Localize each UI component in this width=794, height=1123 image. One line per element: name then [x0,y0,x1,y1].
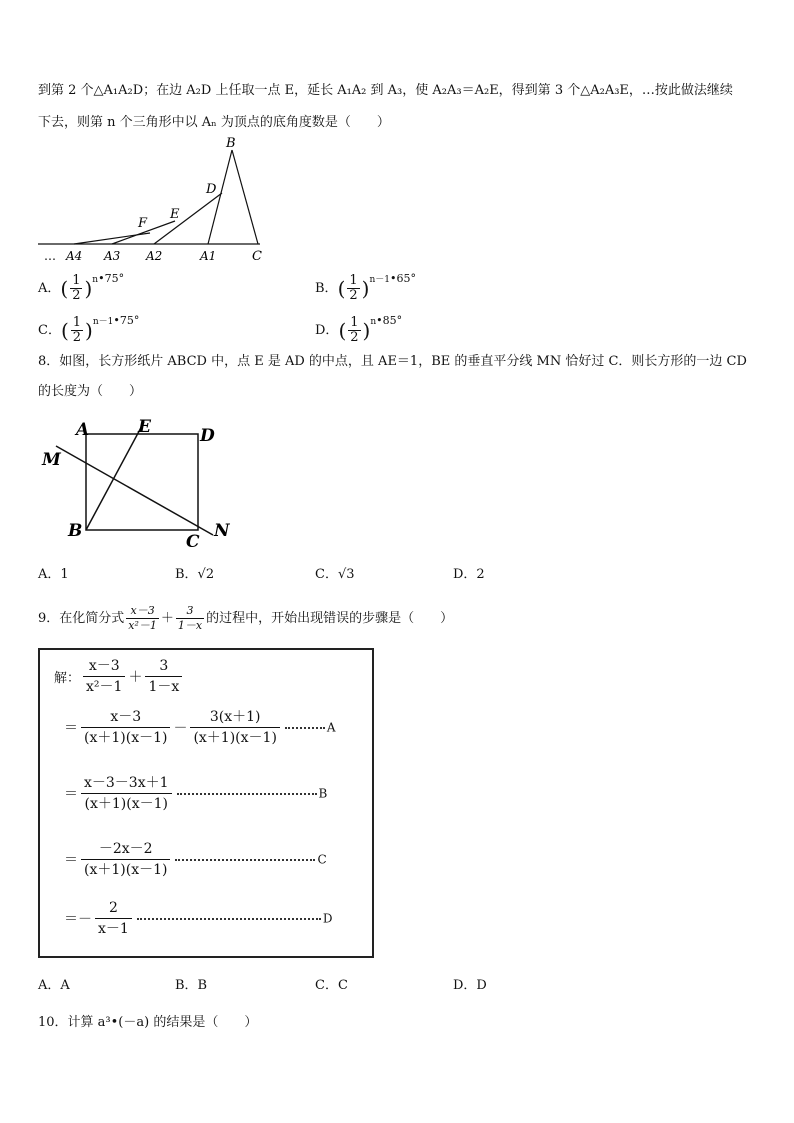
label-N: N [214,521,230,541]
q7-option-d[interactable]: D．( $\frac{1}{2}$ )$^{n•85^\circ}$ [315,314,403,345]
q9-stem: 9．在化简分式 $\frac{x-3}{\text{x²－1}}$ ＋ $\frac{3}{1-x}$ 的过程中，开始出现错误的步骤是（ ） [38,604,454,632]
q7-option-b[interactable]: B．( $\frac{1}{2}$ )$^{n-1•65^\circ}$ [315,272,416,303]
label-E: E [138,417,151,437]
q9-option-c[interactable]: C．C [315,978,348,993]
q8-option-a[interactable]: A．1 [38,567,69,582]
q7-line2: 下去，则第 n 个三角形中以 Aₙ 为顶点的底角度数是（ ） [38,115,390,130]
solution-step-a: ＝ $\frac{x-3}{(x+1)(x-1)}$ － $\frac{3(x+1)}{(x+1)(x-1)}$ A [64,709,336,746]
label-A1: A1 [200,249,217,263]
label-C: C [252,249,262,264]
label-D: D [206,182,217,197]
label-M: M [42,450,61,470]
q9-option-b[interactable]: B．B [175,978,208,993]
solution-step-d: ＝－ $\frac{2}{x-1}$ D [64,900,333,937]
label-A2: A2 [146,249,163,263]
q7-figure [30,135,280,265]
q8-option-d[interactable]: D．2 [453,567,485,582]
q8-line1: 8．如图，长方形纸片 ABCD 中，点 E 是 AD 的中点，且 AE＝1，BE 的垂直平分线 MN 恰好过 C．则长方形的一边 CD [38,354,747,369]
label-dots: … [44,249,56,263]
label-B: B [226,136,236,151]
label-C: C [186,532,200,552]
label-A4: A4 [66,249,83,263]
q7-option-a[interactable]: A．( $\frac{1}{2}$ )$^{n•75^\circ}$ [38,272,125,303]
solution-step-0: 解： $\frac{x-3}{\text{x²－1}}$ ＋ $\frac{3}{1-x}$ [54,656,185,697]
label-F: F [138,216,148,231]
label-A: A [76,420,90,440]
q10-stem: 10．计算 a³•(－a) 的结果是（ ） [38,1015,258,1030]
q9-option-d[interactable]: D．D [453,978,487,993]
label-D: D [200,426,215,446]
q7-option-c[interactable]: C．( $\frac{1}{2}$ )$^{n-1•75^\circ}$ [38,314,140,345]
label-E: E [170,207,180,222]
q8-line2: 的长度为（ ） [38,384,143,399]
q9-option-a[interactable]: A．A [38,978,70,993]
label-B: B [68,521,83,541]
label-A3: A3 [104,249,121,263]
q8-figure [36,412,246,552]
solution-step-c: ＝ $\frac{-2x-2}{(x+1)(x-1)}$ C [64,841,327,878]
q9-solution-box [38,648,374,958]
solution-step-b: ＝ $\frac{x-3-3x+1}{(x+1)(x-1)}$ B [64,775,328,812]
q8-option-c[interactable]: C．√3 [315,567,355,582]
q7-line1: 到第 2 个△A₁A₂D；在边 A₂D 上任取一点 E，延长 A₁A₂ 到 A₃，使 A₂A₃＝A₂E，得到第 3 个△A₂A₃E，…按此做法继续 [38,83,733,98]
q8-option-b[interactable]: B．√2 [175,567,215,582]
